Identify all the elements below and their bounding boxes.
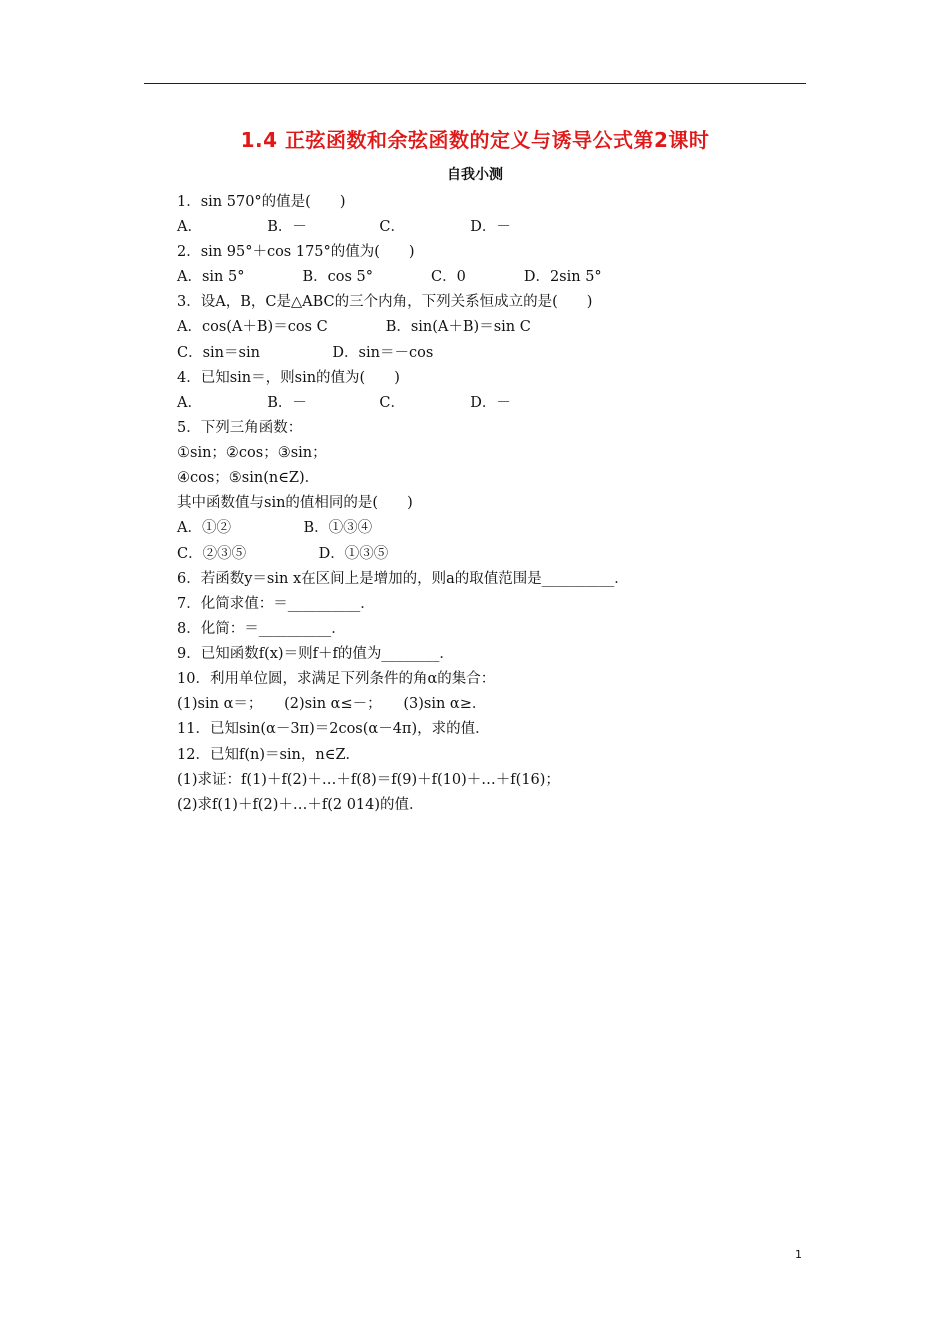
question-3-options-cd: C．sin＝sin D．sin＝－cos: [177, 345, 434, 361]
question-5-prompt: 其中函数值与sin的值相同的是( ): [177, 495, 413, 511]
document-title: 1.4 正弦函数和余弦函数的定义与诱导公式第2课时: [240, 128, 710, 152]
question-12: 12．已知f(n)＝sin，n∈Z．: [177, 747, 361, 763]
question-5: 5．下列三角函数：: [177, 420, 303, 436]
question-10: 10．利用单位圆，求满足下列条件的角α的集合：: [177, 671, 496, 687]
question-3: 3．设A，B，C是△ABC的三个内角，下列关系恒成立的是( ): [177, 294, 593, 310]
question-2-options: A．sin 5° B．cos 5° C．0 D．2sin 5°: [177, 269, 602, 285]
question-11: 11．已知sin(α－3π)＝2cos(α－4π)，求的值．: [177, 721, 490, 737]
question-12-part-1: (1)求证：f(1)＋f(2)＋…＋f(8)＝f(9)＋f(10)＋…＋f(16)；: [177, 772, 560, 788]
question-1: 1．sin 570°的值是( ): [177, 194, 346, 210]
section-subtitle: 自我小测: [447, 167, 503, 183]
header-rule: [144, 83, 806, 84]
page-number: 1: [795, 1248, 802, 1261]
question-10-parts: (1)sin α＝； (2)sin α≤－； (3)sin α≥．: [177, 696, 487, 712]
question-4-options: A． B．－ C． D．－: [177, 395, 511, 411]
question-5-options-ab: A．①② B．①③④: [177, 520, 373, 536]
question-9: 9．已知函数f(x)＝则f＋f的值为________．: [177, 646, 454, 662]
question-3-options-ab: A．cos(A＋B)＝cos C B．sin(A＋B)＝sin C: [177, 319, 531, 335]
question-4: 4．已知sin＝，则sin的值为( ): [177, 370, 400, 386]
question-12-part-2: (2)求f(1)＋f(2)＋…＋f(2 014)的值．: [177, 797, 424, 813]
question-2: 2．sin 95°＋cos 175°的值为( ): [177, 244, 415, 260]
question-5-options-cd: C．②③⑤ D．①③⑤: [177, 546, 389, 562]
question-6: 6．若函数y＝sin x在区间上是增加的，则a的取值范围是__________．: [177, 571, 629, 587]
question-5-list-2: ④cos；⑤sin(n∈Z)．: [177, 470, 320, 486]
question-5-list-1: ①sin；②cos；③sin；: [177, 445, 327, 461]
question-1-options: A． B．－ C． D．－: [177, 219, 511, 235]
question-8: 8．化简：＝__________．: [177, 621, 346, 637]
question-7: 7．化简求值：＝__________．: [177, 596, 375, 612]
